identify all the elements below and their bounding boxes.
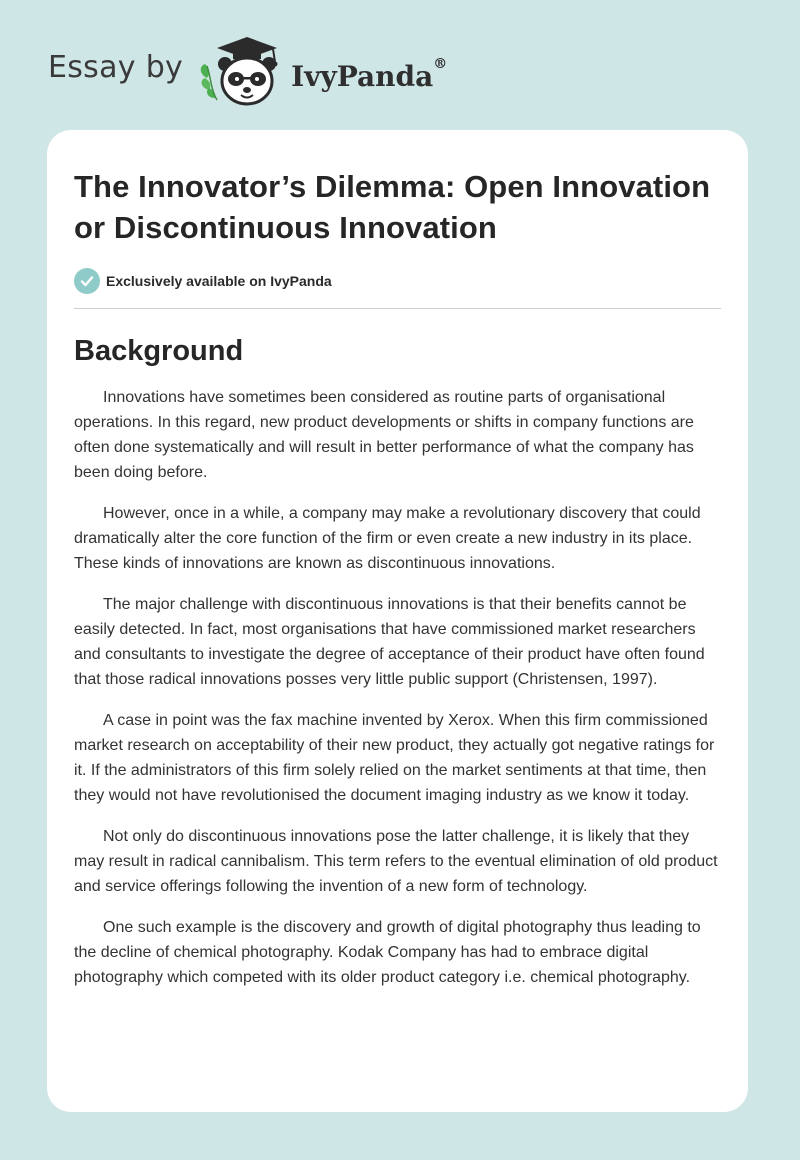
panda-graduate-icon[interactable]: [197, 34, 289, 110]
essay-card: [47, 130, 748, 1112]
paragraph: A case in point was the fax machine invented by Xerox. When this firm commissioned market research on acceptability of their new product, they actually got negative ratings for it. If the administrators of this firm solely relied on the market sentiments at that time, then they would not have revolutionised the document imaging industry as we know it today.: [74, 712, 715, 804]
paragraph: However, once in a while, a company may make a revolutionary discovery that could dramatically alter the core function of the firm or even create a new industry in its place. These kinds of innovations are known as discontinuous innovations.: [74, 505, 701, 572]
paragraph: Innovations have sometimes been considered as routine parts of organisational operations. In this regard, new product developments or shifts in company functions are often done systematically and will result in better performance of what the company has been doing before.: [74, 389, 694, 481]
brand-text: IvyPanda: [291, 59, 434, 93]
divider: [74, 308, 721, 309]
essay-by-label: Essay by: [48, 49, 184, 85]
registered-mark: ®: [433, 55, 448, 72]
check-icon: [74, 268, 100, 294]
page-title: The Innovator’s Dilemma: Open Innovation or Discontinuous Innovation: [74, 169, 711, 245]
site-header: [48, 34, 508, 110]
exclusive-badge: [74, 266, 721, 296]
paragraph: One such example is the discovery and growth of digital photography thus leading to the decline of chemical photography. Kodak Company has had to embrace digital photography which competed with its older product category i.e. chemical photography.: [74, 919, 701, 986]
paragraph: The major challenge with discontinuous innovations is that their benefits cannot be easily detected. In fact, most organisations that have commissioned market researchers and consultants to investigate the degree of acceptance of their product have often found that those radical innovations posses very little public support (Christensen, 1997).: [74, 596, 705, 688]
brand-name[interactable]: [291, 55, 448, 93]
badge-label: Exclusively available on IvyPanda: [106, 273, 332, 289]
article-body: [74, 385, 721, 990]
section-heading: Background: [74, 335, 244, 367]
paragraph: Not only do discontinuous innovations pose the latter challenge, it is likely that they may result in radical cannibalism. This term refers to the eventual elimination of old product and service offerings following the invention of a new form of technology.: [74, 828, 718, 895]
